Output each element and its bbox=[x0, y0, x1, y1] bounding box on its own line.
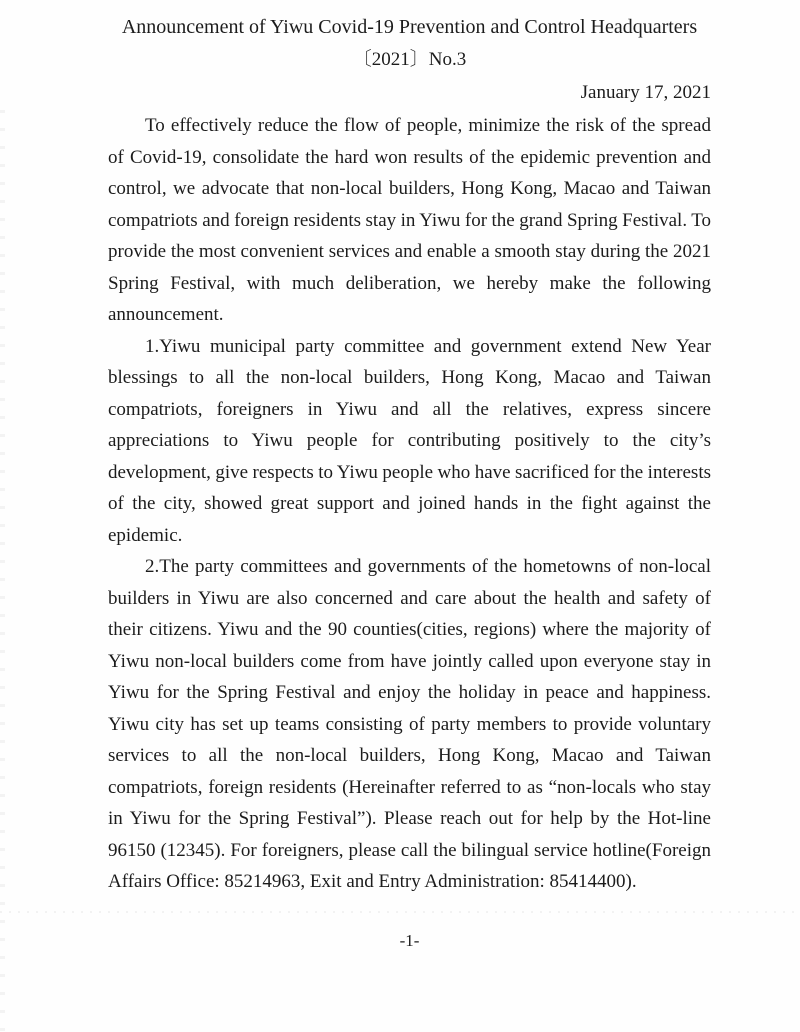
body-line: services to all the non-local builders, Hong Kong, Macao and Taiwan bbox=[108, 745, 711, 766]
body-line: compatriots, foreigners in Yiwu and all the relatives, express sincere bbox=[108, 398, 711, 420]
body-line: provide the most convenient services and enable a smooth stay during the 2021 bbox=[108, 241, 711, 262]
body-line: Yiwu for the Spring Festival and enjoy the holiday in peace and happiness. bbox=[108, 682, 711, 703]
body-line: 96150 (12345). For foreigners, please call the bilingual service hotline(Foreign bbox=[108, 839, 711, 861]
body-line: development, give respects to Yiwu people who have sacrificed for the interests bbox=[108, 461, 711, 483]
body-line: Yiwu city has set up teams consisting of party members to provide voluntary bbox=[108, 713, 711, 735]
body-line: Yiwu non-local builders come from have jointly called upon everyone stay in bbox=[108, 650, 711, 672]
body-line: appreciations to Yiwu people for contributing positively to the city’s bbox=[108, 430, 711, 451]
body-line: compatriots and foreign residents stay in Yiwu for the grand Spring Festival. To bbox=[108, 209, 711, 231]
body-line: To effectively reduce the flow of people, minimize the risk of the spread bbox=[145, 115, 711, 136]
document-body bbox=[108, 110, 711, 898]
document-title: Announcement of Yiwu Covid-19 Prevention and Control Headquarters bbox=[121, 16, 698, 38]
body-line: Spring Festival, with much deliberation, we hereby make the following bbox=[108, 272, 711, 294]
body-line: their citizens. Yiwu and the 90 counties(cities, regions) where the majority of bbox=[108, 619, 711, 640]
body-line: Affairs Office: 85214963, Exit and Entry Administration: 85414400). bbox=[108, 871, 637, 892]
document-number: 〔2021〕No.3 bbox=[352, 49, 467, 70]
body-line: of Covid-19, consolidate the hard won results of the epidemic prevention and bbox=[108, 146, 711, 168]
body-line: builders in Yiwu are also concerned and care about the health and safety of bbox=[108, 587, 711, 609]
body-line: blessings to all the non-local builders, Hong Kong, Macao and Taiwan bbox=[108, 367, 711, 388]
body-line: of the city, showed great support and joined hands in the fight against the bbox=[108, 493, 711, 514]
body-line: 2.The party committees and governments of the hometowns of non-local bbox=[145, 556, 711, 577]
page-number: -1- bbox=[399, 930, 420, 950]
body-line: 1.Yiwu municipal party committee and government extend New Year bbox=[145, 335, 711, 357]
body-line: in Yiwu for the Spring Festival”). Please reach out for help by the Hot-line bbox=[108, 808, 711, 829]
body-line: epidemic. bbox=[108, 524, 183, 546]
body-line: announcement. bbox=[108, 304, 224, 325]
body-line: compatriots, foreign residents (Hereinafter referred to as “non-locals who stay bbox=[108, 776, 712, 798]
document-date: January 17, 2021 bbox=[580, 82, 711, 103]
body-line: control, we advocate that non-local builders, Hong Kong, Macao and Taiwan bbox=[108, 178, 711, 199]
